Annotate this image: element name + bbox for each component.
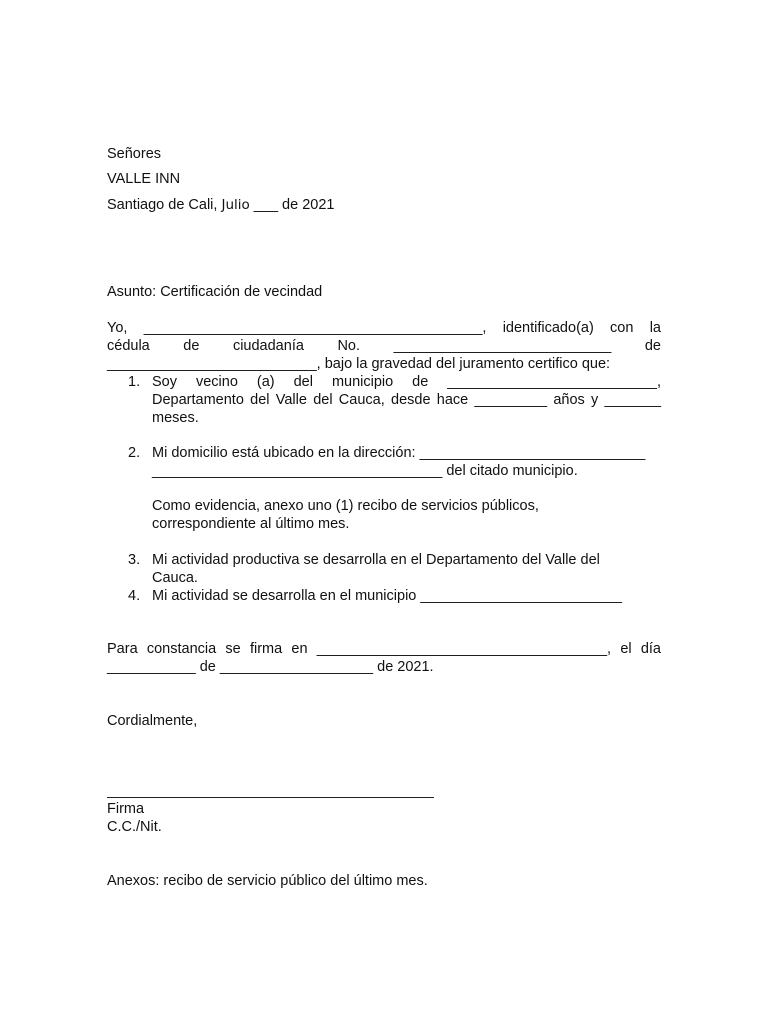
annex-line: Anexos: recibo de servicio público del último mes. — [107, 873, 428, 889]
item-2-number: 2. — [128, 445, 141, 461]
item-3-line-1: Mi actividad productiva se desarrolla en el Departamento del Valle del — [152, 552, 600, 568]
item-1-number: 1. — [128, 374, 141, 390]
signature-label: Firma — [107, 801, 145, 817]
intro-line-3: __________________________, bajo la gravedad del juramento certifico que: — [107, 356, 611, 372]
city-date — [107, 197, 334, 215]
signature-line — [107, 797, 434, 798]
item-1-line-3: meses. — [152, 410, 199, 426]
item-3-line-2: Cauca. — [152, 570, 198, 586]
salutation: Señores — [107, 146, 162, 162]
item-2-evidence-1: Como evidencia, anexo uno (1) recibo de servicios públicos, — [152, 498, 539, 514]
item-2-evidence-2: correspondiente al último mes. — [152, 516, 350, 532]
id-label: C.C./Nit. — [107, 819, 162, 835]
month-julio: Julio — [221, 197, 250, 213]
item-2-line-1: Mi domicilio está ubicado en la dirección: ____________________________ — [152, 445, 646, 461]
closing-text: Cordialmente, — [107, 713, 198, 729]
item-1-line-2: Departamento del Valle del Cauca, desde hace _________ años y _______ — [152, 392, 661, 408]
intro-line-2: cédula de ciudadanía No. ___________________________ de — [107, 338, 661, 354]
constancia-line-2: ___________ de ___________________ de 2021. — [107, 659, 434, 675]
date-suffix: ___ de 2021 — [249, 197, 335, 213]
item-4-line-1: Mi actividad se desarrolla en el municipio _________________________ — [152, 588, 622, 604]
city-date-prefix: Santiago de Cali, — [107, 197, 222, 213]
item-4-number: 4. — [128, 588, 141, 604]
item-3-number: 3. — [128, 552, 141, 568]
item-2-line-2: ____________________________________ del citado municipio. — [152, 463, 578, 479]
item-1-line-1: Soy vecino (a) del municipio de __________________________, — [152, 374, 661, 390]
subject-line: Asunto: Certificación de vecindad — [107, 284, 323, 300]
constancia-line-1: Para constancia se firma en ____________________________________, el día — [107, 641, 661, 657]
intro-line-1: Yo, __________________________________________, identificado(a) con la — [107, 320, 661, 336]
company-name: VALLE INN — [107, 171, 181, 187]
